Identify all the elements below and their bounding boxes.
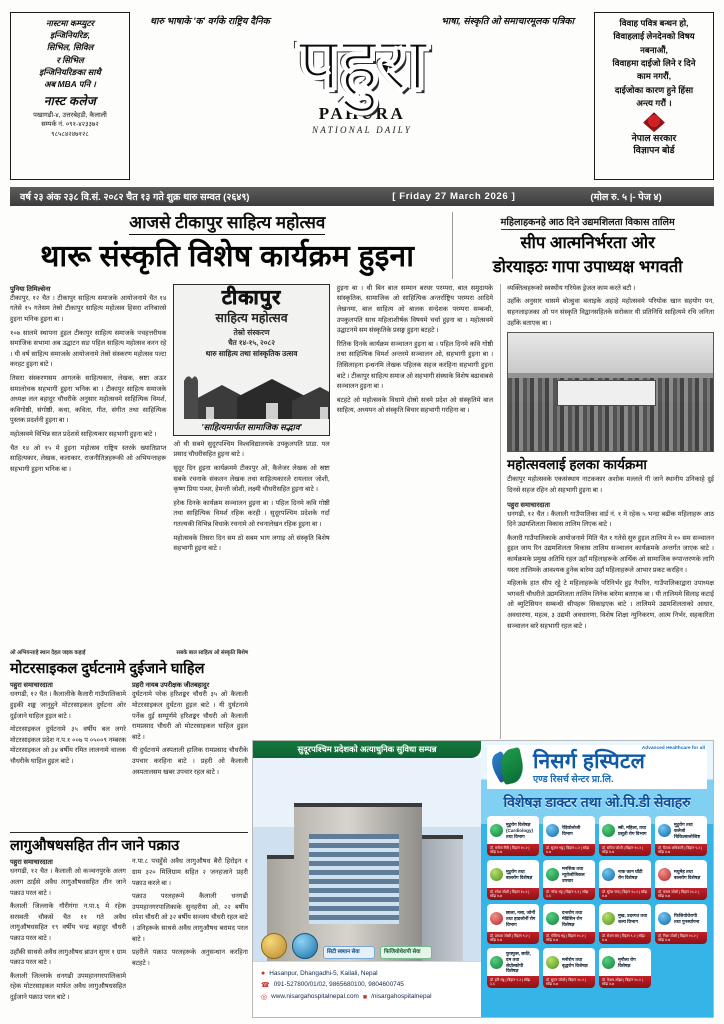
service-doctor: डाॅ. केशव ओझा | बिहान १०-२ | साँझ ४-७: [599, 976, 651, 988]
drug-para-1: कैलाली जिल्लाके गौरीगंगा न.पा.६ मे रहेक सरस्वती चौकसे चैत ११ गते अवैध लागुऔषधसहित १९ वर्षीय चन्द्र बहादुर चौधरी पक्राउ परल बाटे ।: [10, 903, 126, 942]
moto-para-0: धनगढी, १२ चैत । कैलालीके कैलारी गाउँपालिकामे हुइकी शङ्क जानुहुने मोटरसाइकल दुर्घटना ओर दुईजाने घाहिल हुइल बाटे ।: [10, 691, 126, 720]
service-name: मृगौला रोग विशेषज्ञ: [618, 956, 636, 968]
service-doctor: डाॅ. रोशन बम | बिहान ९-२ | साँझ ४-७: [599, 932, 651, 944]
c4-para-bot-0: धनगढी, १२ चैत । कैलाली गाउँपालिका वार्ड नं. १ मे रहेक ५ भन्दा बढीक महिलाहरू आठ दिने उद्यमशिलता विकास तालिम लिएक बाटे ।: [507, 510, 715, 529]
moto-kicker-left: ओ अभियन्ताहे स्थान देहल जइक कहाई: [10, 650, 86, 656]
drug-para-2: उहाँकी साथसे अवैध लागुऔषध ब्राउन सुगर १ ग्राम पक्राउ परल बाटे ।: [10, 948, 126, 967]
c4-byline: पहुरा समाचारदाता: [507, 501, 550, 509]
moto-para-2: दुर्घटनामे परेक हरिशङ्कर चौधरी ३५ ओ कैलाली मोटरसाइकल दुर्घटना हुइल बाटे । यी दुर्घटनामे पर्नेक दुई सम्पूर्णमे हरिशङ्कर चौधरी ओ कैलाली रामप्रसाद चौधरी ओ मोटरसाइकल घाहिल हुइल बाटे ।: [132, 691, 248, 741]
service-card[interactable]: [599, 860, 651, 900]
ad-right-panel: [481, 741, 713, 1017]
service-icon: [602, 824, 615, 837]
left-ad-line-1: इन्जिनियरिङ,: [50, 30, 90, 41]
c1-para-2: तिसरा संस्करणसम आगलके साहित्यकार, लेखक, स्रष्टा अऊर समालोचक सहभागी हुइना भनिक बा । टीकापुर साहित्य समाजके अध्यक्ष लल बहादुर चौधरीके अनुसार महोत्सवमे साहित्यिक विमर्श, कविगोष्ठी, संगोष्ठी, कथा, कविता, गीत, संगीत तथा साहित्यिक पुस्तक प्रदर्शनी हुइना बा ।: [10, 375, 167, 425]
service-card[interactable]: [655, 816, 707, 856]
c4-para-top-1: उहाँके अनुसार थासमे बोल्हुवा बलाइके अहाहे महोत्सवमे परियोक खान सहयोग पन, सहनलाइजका ओ पन संस्कृति विद्वानसहितके सरोकार यी प्रतिनिधि साहित्यमे रचि जनिता उहाँके बताएक बा ।: [507, 298, 715, 327]
service-icon: [658, 912, 671, 925]
service-icon: [602, 956, 615, 969]
service-card[interactable]: [599, 904, 651, 944]
badge-seal-icon: [261, 933, 287, 959]
location-pin-icon: ●: [261, 970, 266, 977]
phone-icon: ☎: [261, 981, 270, 989]
ad-phone-line[interactable]: [261, 980, 473, 992]
service-name: मनसिक तथा न्यूरोलोजिकल उपचार: [562, 866, 585, 883]
service-doctor: डाॅ. प्रकाश जोशी | बिहान ९-२ | साँझ ४-७: [487, 932, 539, 944]
moto-byline: पहुरा समाचारदाता: [10, 682, 53, 690]
moto-byline-right: प्रहरी नायब उपरीक्षक जीतबहादुर: [132, 682, 210, 690]
c1-para-3: महोत्सवमे विभिन्न सात प्रदेशसे साहित्यकार सहभागी हुइना बाटे ।: [10, 431, 157, 438]
service-name: नाक कान घाँटी रोग विशेषज्ञ: [618, 868, 643, 880]
badge-anniversary-icon: [292, 933, 318, 959]
service-card[interactable]: [487, 948, 539, 988]
masthead: [10, 12, 714, 180]
c1-para-4: चैत १४ ओ १५ मे हुइना महोत्सव राष्ट्रिय स्तरके ख्यातिप्राप्त साहित्यकार, लेखक, कलाकार, राजनीतिज्ञहरूकी ओ अभियन्ताहरू सहभागी हुइना भनिक बा ।: [10, 444, 167, 473]
festival-house-illustration: [182, 371, 329, 419]
service-name: फुफ्फुस, छाति, दम तथा लेप्रोस्कोपी विशेषज्ञ: [506, 951, 531, 974]
drug-headline: लागुऔषधसहित तीन जाने पक्राउ: [10, 838, 180, 854]
right-ad-line-1: विवाहलाई लेनदेनको विषय: [613, 31, 695, 42]
c4-para-bot-2: महिलाके हात सीप रहेु टे महिलाहरूके परिनिर्भर हुइ नैपरिन, गाउँपालिकाद्वारा उपाध्यक्ष भगवती चौधरीले उद्यमशिलता तालिम लिनेक बारेमा बताएक बा । यी तालिममे सिलाइ कटाई ओ ब्युटिसियन सम्बन्धी सीपहरू सिकाइएक बाटे । तालिममे उद्यमशिलताको आधार, अवधारणा, महत्व, ३ उद्यमी अवधारणा, विशेष शिक्षा न्युनिकरण, आत्म निर्भर, सहकारिता सञ्चालन बारे सहभागी रहल बाटे ।: [507, 580, 715, 630]
c3-para-1: रितिक दिनके कार्यक्रम सञ्चालन हुइना बा । पहिल दिनमे कवि गोष्ठी तथा साहित्यिक विमर्श अन्तरमे सञ्चालन ओ, सहभागी हुइना बा । तिसिलाहना इन्धनमि लेखक पहिलक सहज करहिना सहभागी हुइना बाटे । टीकापुर साहित्य समाज ओ सहभागी संस्थाके विशेष बढावाबसे सञ्चालन हुइना बा ।: [336, 340, 494, 391]
edition-number: वर्ष २३ अंक २३८ वि.सं. २०८२ चैत १३ गते शुक्र थारु सम्वत (२६४९): [20, 192, 250, 203]
service-card[interactable]: [543, 948, 595, 988]
gov-line-2: विज्ञापन बोर्ड: [633, 145, 675, 156]
ad-services-grid: [487, 816, 707, 988]
c3-para-0: हुइना बा । थी बिन बाल सम्मान बरघर परम्परा, बाल समुदायके सांस्कृतिक, सामाजिक ओ साहित्यिक अन्तर्राष्ट्रिय परम्परा आदिमे लेखनमा, बाल साहित्य ओ बालक सन्देशक परम्परा सम्बन्धी, उपकुलपति साथ महिलाशीर्षक विषयमे चर्चा हुइना बा । महोत्सवमे उद्घाटनमे सम संस्कृतिके प्रसङ्ग हुइना बटहटे ।: [336, 284, 494, 335]
right-ad-line-2: नबनाऔं,: [640, 44, 668, 55]
nepal-emblem-icon: [643, 112, 665, 132]
column-4: [500, 284, 714, 739]
drug-byline: पहुरा समाचारदाता: [10, 859, 53, 867]
drug-para-r2: प्रहरीले पक्राउ परलहरूके अनुसन्धान करहिना बटहटे ।: [132, 949, 248, 967]
service-name: मुख, उदरगत तथा शल्य विभाग: [618, 912, 648, 924]
festival-logo-edition: तेस्रो संस्करण: [233, 327, 270, 337]
price-and-pages: (मोल रु. ५ |- पेज ४): [590, 192, 662, 203]
service-name: स्त्री, महिला, तथा प्रसूती रोग विभाग: [618, 824, 647, 836]
festival-logo-tagline: थारु साहित्य तथा सांस्कृतिक उत्सव: [205, 348, 298, 358]
lead-headline: थारू संस्कृति विशेष कार्यक्रम हुइना: [40, 240, 415, 274]
publication-date: [ Friday 27 March 2026 ]: [392, 191, 516, 202]
ad-hospital-building-image: [253, 758, 481, 961]
service-doctor: डाॅ. निशा जोशी | बिहान १०-२ | साँझ ४-७: [655, 932, 707, 944]
service-doctor: डाॅ. नरेन्द्र भट्ट | बिहान ९-१ | साँझ ३-६: [543, 888, 595, 900]
service-doctor: डाॅ. हरि भट्ट | बिहान ९-२ | साँझ ३-६: [487, 976, 539, 988]
left-ad-line-4: इन्जिनियरिङका साथै: [39, 66, 101, 77]
service-icon: [490, 824, 503, 837]
service-icon: [658, 868, 671, 881]
service-doctor: डाॅ. सुमन जोशी | बिहान १०-२ | साँझ ४-७: [543, 976, 595, 988]
ad-green-banner: सुदूरपश्चिम प्रदेशको अत्याधुनिक सुविधा सम्पन्न: [253, 741, 481, 758]
c4-para-top-0: व्यक्तित्वहरूको स्वस्थीय गरियेक ड्रेजल काम करते बटौ ।: [507, 284, 636, 292]
nameplate-roman-sub: NATIONAL DAILY: [312, 124, 412, 135]
drug-para-r0: न.पा.८ पचहुँसे अवैध लागुऔषध बैरोे हिरोइन १ ग्राम ३२० मिलिग्राम सहित २ जनहजाने प्रहरी पक्राउ करले बा ।: [132, 858, 248, 887]
c4-subhead: महोत्सवलाई हलका कार्यक्रमा: [507, 457, 647, 473]
lead-kicker: आजसे टीकापुर साहित्य महोत्सव: [129, 212, 325, 235]
right-ad-line-5: दाईजोका कारण हुने हिंसा: [614, 84, 694, 95]
c3-para-2: बटहटे ओ महोत्सवके विधामे दोस्रो सत्रमे प्रदेश ओ संस्कृतिमे बाल साहित्य, अध्ययन ओ संस्कृति बिचार सहभागी गरहिना बा ।: [336, 396, 494, 415]
moto-para-1: मोटरसाइकल दुर्घटनामे ३५ वर्षीय बल लगरे मोटरसाइकल प्रदेश न.प.१ ००७ प ०५००९ नम्बरक मोटरसाइकल ओ ३४ बर्षीय रमित लालनामे चालक चौधरीके घाहिल हुइल बाटे ।: [10, 726, 126, 765]
photo-banner: [557, 380, 655, 406]
service-doctor: डाॅ. मनोज गिरी | बिहान १०-२ | साँझ ४-७: [487, 844, 539, 856]
left-ad-line-5: अब MBA पनि ।: [44, 78, 96, 89]
service-doctor: डाॅ. सुजन भट्ट | बिहान ८-२ | साँझ ४-७: [543, 844, 595, 856]
ad-phone: 091-527800/01/02, 9865680100, 9804600745: [273, 981, 404, 989]
left-ad-line-2: सिभिल, सिविल: [46, 42, 94, 53]
service-card[interactable]: [655, 904, 707, 944]
secondary-headline-line1: सीप आत्मनिर्भरता ओर: [520, 234, 655, 252]
service-icon: [658, 824, 671, 837]
service-doctor: डाॅ. दिपक अधिकारी | बिहान ९-२ | साँझ ४-७: [655, 844, 707, 856]
service-card[interactable]: [543, 860, 595, 900]
left-ad-line-3: र सिभिल: [56, 54, 84, 65]
service-name: मुटुरोग विशेषज्ञ (Cardiology) तथा विभाग: [506, 822, 534, 839]
ad-left-panel: [253, 741, 481, 1017]
service-icon: [602, 868, 615, 881]
service-doctor: डाॅ. कमल जोशी | बिहान १०-२ | साँझ ४-७: [655, 888, 707, 900]
building-glass-facade: [309, 834, 398, 924]
service-icon: [490, 956, 503, 969]
service-doctor: डाॅ. रमेश जोशी | बिहान १०-२ | साँझ ४-७: [487, 888, 539, 900]
c4-para-mid-0: टीकापुर महोत्सवके एकसंस्थाय नाटककार अशोक मल्लले गी जाने स्थानीय उनिकाहे दुई दिनसे सहज रहिन ओ सहभागी हुइना बा ।: [507, 476, 715, 495]
ad-certification-badges: [261, 933, 432, 959]
service-doctor: डाॅ. सुरेश चन्द | बिहान १०-२ | साँझ ४-७: [599, 888, 651, 900]
moto-headline: मोटरसाइकल दुर्घटनामे दुईजाने घाहिल: [10, 661, 205, 677]
ad-brand-text: [533, 751, 645, 784]
globe-icon: ◎: [261, 993, 268, 1001]
masthead-center: [136, 12, 588, 180]
service-name: रेडियोलोजी विभाग: [562, 824, 581, 836]
festival-logo-subtitle: साहित्य महोत्सव: [215, 310, 288, 325]
secondary-headline-line2: डोरयाइठः गापा उपाध्यक्ष भगवती: [492, 258, 683, 277]
c2-para-0: ओ थी सबमे सुदूरपश्चिम विश्वविद्यालयके उपकुलपति प्राडा. पल प्रसाद चौधरीसहित हुइना बाटे ।: [173, 440, 330, 459]
ad-address: Hasanpur, Dhangadhi-5, Kailali, Nepal: [269, 969, 378, 977]
c2-para-2: हरेक दिनके कार्यक्रम सञ्चालन हुइना बा । पहिल दिनमे कवि गोष्ठी तथा साहित्यिक विमर्श रहिक करही । सुदूरपश्चिम प्रदेशके गर्दा गतल्यकी विभिन्न विधाके रचनामे ओ रचनालेखन रहिक हुइना बा ।: [173, 499, 330, 529]
service-icon: [490, 912, 503, 925]
service-name: मुटुरोग तथा कलेजो चिकित्सालोजिष्ट: [674, 822, 701, 839]
c2-para-3: महोत्सवके तिसरा दिन सम ठो सबम भाग लगाइ ओ संस्कृति बिशेष सहभागी हुइना बाटे ।: [173, 534, 330, 553]
tagline-right: भाषा, संस्कृति ओ समाचारमूलक पत्रिका: [441, 15, 574, 26]
ad-facebook: /nisargahospitalnepal: [371, 993, 432, 1001]
right-ad-line-6: अन्त्य गरौं ।: [636, 97, 672, 108]
ad-address-line: [261, 968, 473, 980]
service-card[interactable]: [487, 904, 539, 944]
drug-arrest-story[interactable]: [10, 828, 248, 1007]
c1-para-0: टीकापुर, १२ चैत । टीकापुर साहित्य समाजके आयोजनामे चैत १४ गतेसे १५ गतेसम तेस्रो टीकापुर साहित्य महोत्सव हिसरा शनिबारसे हुइना भनिक हुइना बा ।: [10, 294, 167, 324]
tagline-left: थारु भाषाके 'क' वर्गके राष्ट्रिय दैनिक: [150, 15, 270, 26]
ad-specialist-title: विशेषज्ञ डाक्टर तथा ओ.पि.डी सेवाहरु: [503, 794, 691, 810]
training-group-photo: [507, 332, 714, 452]
festival-logo-date: चैत १४-१५, २०८२: [228, 337, 276, 347]
c1-para-1: १०७ सालमे स्थापना हुइल टीकापुर साहित्य समाजके पचहत्तरीयक समाजिक सभामा अब उद्घाटन सङ पहिल साहित्य महोत्सव करन रहे । यी वर्ष साहित्य समाजके आयोजनामे तेस्रो संस्करण महोत्सव पल्टा करहट हुइना बाटे ।: [10, 329, 167, 369]
c2-para-1: सुदूर दिन हुइना कार्यक्रममे टीकापुर ओ, कैलेजर लेखक ओ स्रष्टा सबके रचनाके संकलन लेखक तथा साहित्यकारले रायलाल जोशी, कृष्ण प्रिया पन्थर, हेमन्ती जोशी, लक्ष्मी चौधरीसहित हुइना बाटे ।: [173, 465, 330, 494]
ad-website: www.nisargahospitalnepal.com: [271, 993, 359, 1001]
moto-para-3: यी दुर्घटनामे अस्पताली हालिक रामप्रसाद चौधरीके उपचार करहिना बाटे । प्रहरी ओ कैलाली अस्पतालसम खबर उपचार रहल बाटे ।: [132, 747, 248, 776]
ad-brand-row: [487, 745, 707, 789]
service-card[interactable]: [655, 860, 707, 900]
hospital-leaf-logo-icon: [493, 747, 527, 787]
photo-sky: [508, 333, 713, 373]
right-ad-line-4: काम नगरौं,: [636, 71, 672, 82]
right-ad-line-0: विवाह पवित्र बन्धन हो,: [619, 18, 689, 28]
service-card[interactable]: [599, 948, 651, 988]
service-name: छाला, नसा, जोर्नी तथा हाडजोर्नी रोग विभाग: [506, 910, 536, 927]
service-icon: [546, 868, 559, 881]
service-icon: [546, 956, 559, 969]
festival-logo-box: [173, 284, 329, 436]
left-ad-college-name: नास्ट कलेज: [43, 94, 97, 109]
masthead-left-ad[interactable]: [10, 12, 130, 180]
left-ad-address: पखागढी-४, उत्तरबेहडी, कैलाली: [33, 111, 107, 119]
edition-info-bar: [10, 187, 714, 206]
gov-line-1: नेपाल सरकार: [631, 133, 677, 144]
secondary-story-head[interactable]: [452, 212, 714, 279]
service-name: दन्तरोग तथा मेडिसिन रोग विशेषज्ञ: [562, 910, 583, 927]
masthead-right-ad[interactable]: [594, 12, 714, 180]
service-card[interactable]: [543, 904, 595, 944]
headline-zone: [10, 212, 714, 279]
service-card[interactable]: [599, 816, 651, 856]
service-icon: [546, 912, 559, 925]
hospital-advertisement[interactable]: [252, 740, 714, 1018]
moto-kicker-right: सबके बाल साहित्य ओ संस्कृति बिशेष: [176, 650, 248, 656]
motorcycle-accident-story[interactable]: [10, 648, 248, 781]
service-card[interactable]: [487, 860, 539, 900]
ad-brand-name: निसर्ग हस्पिटल: [533, 749, 646, 773]
facebook-icon: ■: [362, 993, 368, 1001]
left-ad-line-0: नास्टमा कम्प्युटर: [46, 18, 94, 28]
service-icon: [602, 912, 615, 925]
right-ad-line-3: विवाहमा दाईजो लिने र दिने: [612, 57, 696, 68]
column-3: [337, 284, 493, 739]
ad-web-line[interactable]: [261, 992, 473, 1004]
lead-story-head[interactable]: [10, 212, 444, 279]
ad-brand-sub: एण्ड रिसर्च सेन्टर प्रा.लि.: [533, 772, 614, 784]
service-doctor: डाॅ. सरिता जोशी | बिहान १०-२ | साँझ ४-७: [599, 844, 651, 856]
secondary-kicker: महिलाहकनहे आठ दिने उद्यमशिलता विकास तालिम: [500, 217, 675, 228]
service-card[interactable]: [543, 816, 595, 856]
service-icon: [490, 868, 503, 881]
drug-story-rule: [10, 832, 248, 833]
festival-logo-slogan: 'साहित्यमार्फत सामाजिक सद्भाव': [201, 421, 302, 432]
service-name: मुटुरोग तथा बालरोग विशेषज्ञ: [506, 868, 533, 880]
drug-para-3: कैलाली जिल्लाके धनगढी उपमहानगरपालिकामे रहेक मोटरसाइकल मार्फत अवैध लागुऔषधसहित दुईजाने पक्राउ परल बाटे ।: [10, 972, 126, 1001]
service-name: मधुमेह तथा बालरोग विशेषज्ञ: [674, 868, 701, 880]
nameplate-roman: PAHURA: [318, 103, 406, 123]
ad-badge-1: फिजियोथेरापी सेवा: [380, 946, 432, 959]
service-icon: [546, 824, 559, 837]
ad-brand-tagline-en: Advanced Healthcare for all: [641, 746, 705, 751]
c4-para-bot-1: कैलारी गाउँपालिकाके आयोजनामे मिति चैत १ गतेसे सुरु हुइल तालिम मे १० सम सञ्चालन हुइल जाय रिन उद्यमशिलता विकास तालिम सञ्चालन कार्यक्रमके अन्तर्गत जाएक बाटे । कार्यक्रमके प्रमुख अतिथि रहल उहाँ महिलाहरूके आर्थिक ओ सामाजिक रूपान्तरणके लागि यस्ता तालिमके आवश्यक हुनेक बारेमा उहाँ महिलाहरूले आभार प्रकट करहिन ।: [507, 534, 715, 574]
ad-badge-0: सिटी स्क्यान सेवा: [323, 946, 375, 959]
drug-para-0: धनगढी, १२ चैत । कैलाली ओ कञ्चनपुरके अलग अलग ठाईंसे अवैध लागुऔषधसहित तीन जाने पक्राउ परल बाटे ।: [10, 868, 126, 897]
service-doctor: डाॅ. गोविन्द भट्ट | बिहान १०-२ | साँझ ४-७: [543, 932, 595, 944]
service-name: फिजियोथेरापी तथा पुनर्स्थापना: [674, 912, 700, 924]
nameplate-title: पहुरा: [298, 24, 426, 106]
ad-contact-block[interactable]: [253, 961, 481, 1017]
service-name: मनोरोग तथा बृद्धरोग विशेषज्ञ: [562, 956, 588, 968]
festival-logo-title: टीकापुर: [221, 286, 282, 309]
left-ad-contact: सम्पर्क नं. ०९१-४२३३७२: [41, 121, 99, 129]
drug-para-r1: पक्राउ परलहरूमे कैलाली धनगढी उपमहानगरपालिकाके सुनहरीया ओ, २२ बर्षीय रमेश चौधरी ओ ३२ बर्षीय सञ्जय चौधरी रहल बाटे । उनिहरूके साथसे अवैध लागुऔषध बरामद परल बाटे ।: [132, 893, 248, 943]
service-card[interactable]: [487, 816, 539, 856]
left-ad-mobile: ९८५८४२४७१२८: [51, 131, 89, 139]
c1-byline: पुनिया तिमिल्सेना: [10, 285, 51, 293]
